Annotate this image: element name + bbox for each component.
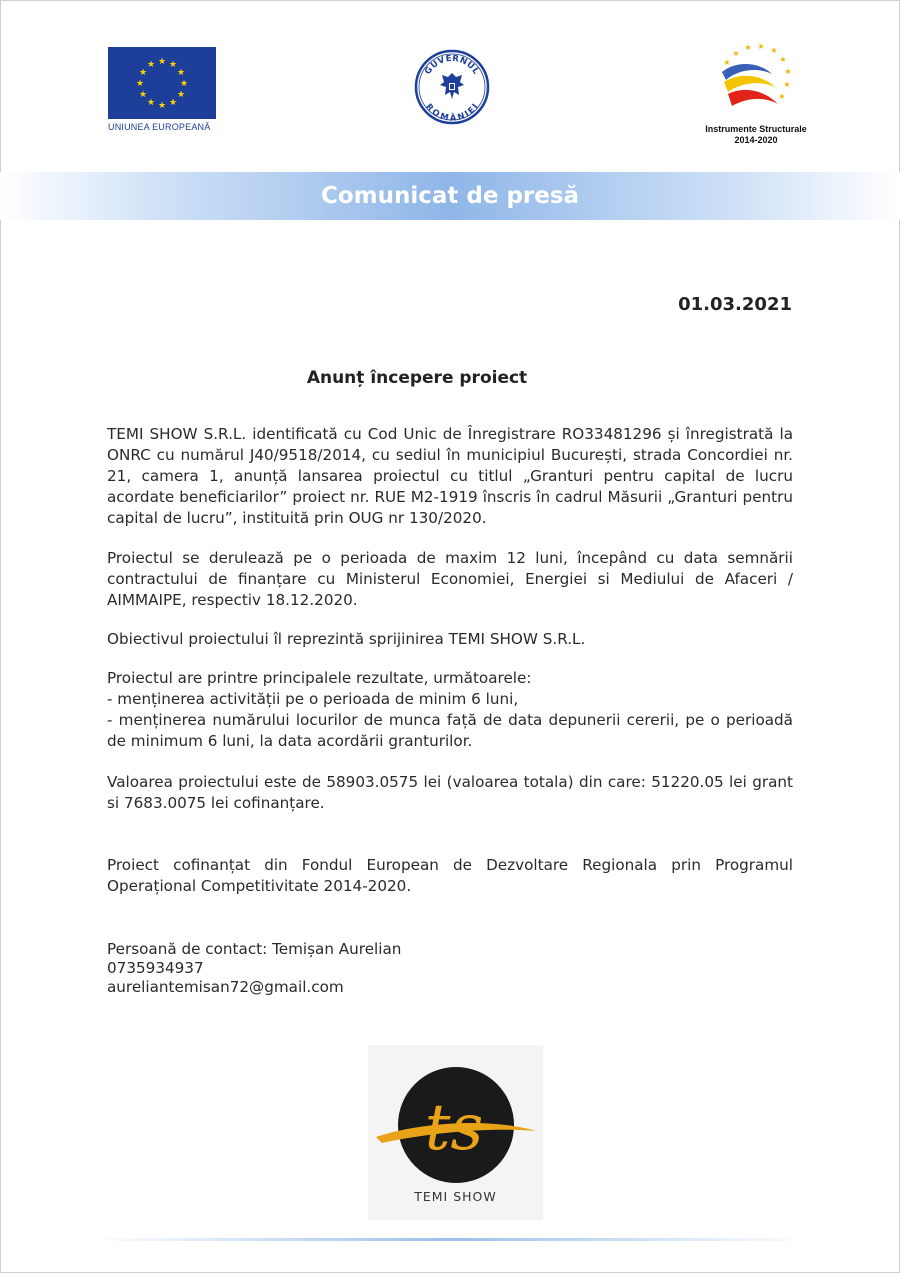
svg-text:ts: ts bbox=[424, 1091, 484, 1165]
paragraph-company-intro: TEMI SHOW S.R.L. identificată cu Cod Unic de Înregistrare RO33481296 și înregistrată la ONRC cu numărul J40/9518/2014, cu sediul în municipiul București, strada Concordiei nr. 21, camera 1, anunță lansarea proiectul cu titlul „Granturi pentru capital de lucru acordate beneficiarilor” proiect nr. RUE M2-1919 înscris în cadrul Măsurii „Granturi pentru capital de lucru”, instituită prin OUG nr 130/2020. bbox=[107, 425, 793, 527]
svg-text:★: ★ bbox=[146, 98, 156, 108]
svg-text:★: ★ bbox=[179, 79, 189, 89]
svg-text:★: ★ bbox=[744, 43, 752, 52]
eu-logo bbox=[108, 47, 216, 132]
bottom-divider bbox=[90, 1238, 810, 1241]
svg-text:★: ★ bbox=[157, 57, 167, 67]
government-seal-icon bbox=[414, 49, 490, 125]
contact-person: Persoană de contact: Temișan Aurelian bbox=[107, 940, 402, 958]
paragraph-cofinancing: Proiect cofinanțat din Fondul European de Dezvoltare Regionala prin Programul Operațional Competitivitate 2014-2020. bbox=[107, 856, 793, 895]
contact-email: aureliantemisan72@gmail.com bbox=[107, 978, 344, 996]
svg-text:★: ★ bbox=[135, 79, 145, 89]
svg-text:★: ★ bbox=[784, 67, 792, 76]
svg-text:ROMÂNIEI: ROMÂNIEI bbox=[423, 102, 482, 124]
contact-phone: 0735934937 bbox=[107, 959, 204, 977]
svg-text:★: ★ bbox=[723, 58, 731, 67]
svg-text:★: ★ bbox=[168, 98, 178, 108]
press-release-body bbox=[107, 424, 793, 997]
svg-text:★: ★ bbox=[779, 55, 787, 64]
instrumente-structurale-years: 2014-2020 bbox=[734, 135, 778, 145]
instrumente-structurale-caption: Instrumente Structurale bbox=[705, 124, 807, 134]
svg-text:★: ★ bbox=[168, 60, 178, 70]
paragraph-results bbox=[107, 668, 793, 752]
svg-text:★: ★ bbox=[176, 68, 186, 78]
svg-text:★: ★ bbox=[778, 92, 786, 101]
structural-instruments-emblem-icon bbox=[700, 42, 812, 120]
temi-show-monogram-icon bbox=[368, 1045, 543, 1185]
svg-text:★: ★ bbox=[157, 101, 167, 111]
paragraph-project-value: Valoarea proiectului este de 58903.0575 lei (valoarea totala) din care: 51220.05 lei grant si 7683.0075 lei cofinanțare. bbox=[107, 773, 793, 812]
eu-flag-icon bbox=[108, 47, 216, 119]
svg-text:★: ★ bbox=[138, 68, 148, 78]
banner-title: Comunicat de presă bbox=[320, 183, 580, 209]
svg-text:★: ★ bbox=[783, 80, 791, 89]
results-item-activity: - menținerea activității pe o perioada de minim 6 luni, bbox=[107, 690, 519, 708]
release-date: 01.03.2021 bbox=[678, 294, 792, 315]
romanian-government-seal bbox=[414, 49, 490, 125]
svg-text:★: ★ bbox=[146, 60, 156, 70]
svg-text:★: ★ bbox=[138, 90, 148, 100]
results-item-jobs: - menținerea numărului locurilor de munca față de data depunerii cererii, pe o perioadă de minimum 6 luni, la data acordării granturilor. bbox=[107, 711, 793, 750]
svg-text:★: ★ bbox=[770, 46, 778, 55]
instrumente-structurale-logo bbox=[700, 42, 812, 146]
results-intro: Proiectul are printre principalele rezultate, următoarele: bbox=[107, 669, 532, 687]
svg-text:★: ★ bbox=[176, 90, 186, 100]
temi-show-caption: TEMI SHOW bbox=[414, 1189, 497, 1204]
svg-text:GUVERNUL: GUVERNUL bbox=[423, 53, 482, 77]
eu-caption: UNIUNEA EUROPEANĂ bbox=[108, 122, 211, 132]
temi-show-logo bbox=[368, 1045, 543, 1220]
press-release-banner bbox=[0, 172, 900, 220]
svg-text:★: ★ bbox=[757, 42, 765, 51]
svg-text:★: ★ bbox=[732, 49, 740, 58]
paragraph-duration: Proiectul se derulează pe o perioada de maxim 12 luni, începând cu data semnării contractului de finanțare cu Ministerul Economiei, Energiei si Mediului de Afaceri / AIMMAIPE, respectiv 18.12.2020. bbox=[107, 549, 793, 609]
contact-block bbox=[107, 940, 793, 997]
subject-heading: Anunț începere proiect bbox=[306, 368, 528, 388]
paragraph-objective: Obiectivul proiectului îl reprezintă sprijinirea TEMI SHOW S.R.L. bbox=[107, 630, 586, 648]
